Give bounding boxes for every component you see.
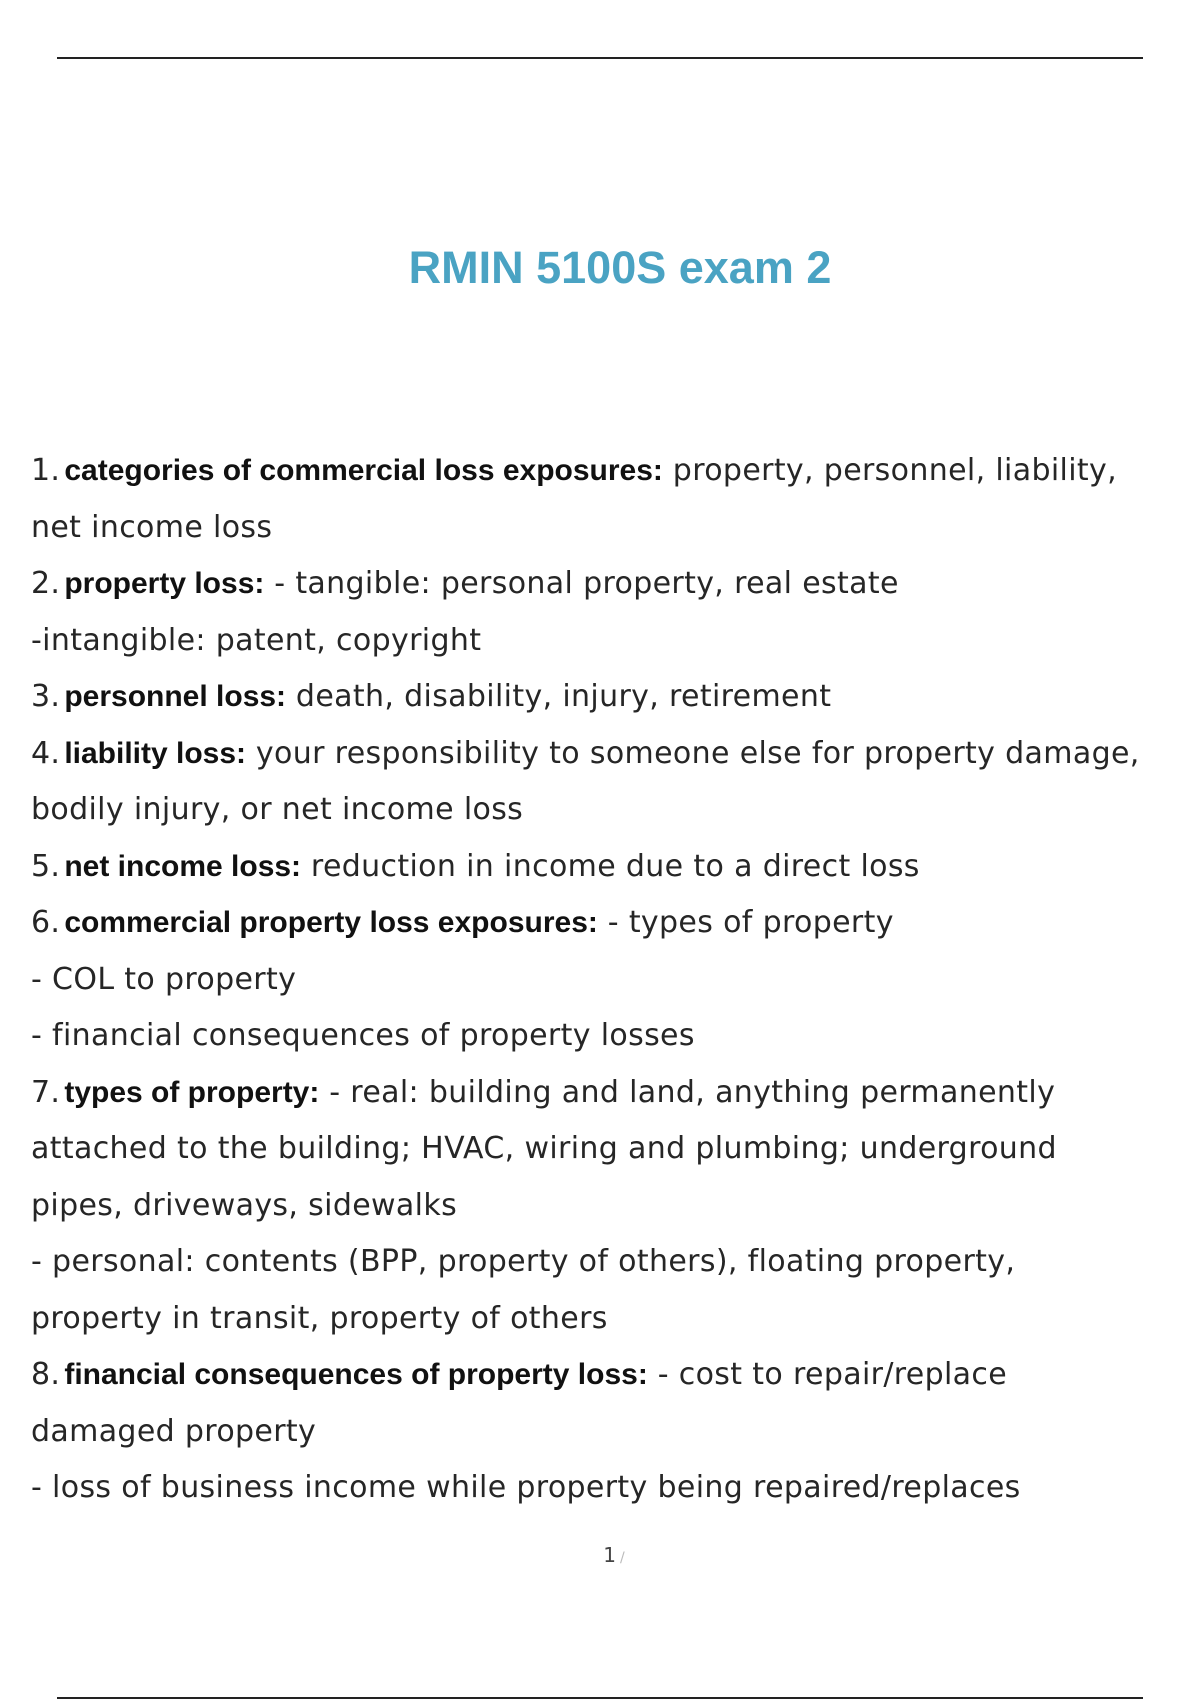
page-number-value: 1 bbox=[603, 1543, 616, 1567]
list-item bbox=[31, 839, 1151, 896]
item-definition-line: - personal: contents (BPP, property of others), floating property, property in transit, property of others bbox=[31, 1244, 1016, 1336]
item-definition-line: - financial consequences of property losses bbox=[31, 1018, 695, 1053]
item-definition: - cost to repair/replace damaged property bbox=[31, 1357, 1008, 1449]
list-item bbox=[31, 1065, 1151, 1348]
item-definition: - types of property bbox=[597, 905, 894, 940]
item-definition: death, disability, injury, retirement bbox=[286, 679, 832, 714]
item-number: 6. bbox=[31, 905, 61, 940]
item-number: 4. bbox=[31, 735, 61, 771]
item-definition: reduction in income due to a direct loss bbox=[301, 848, 920, 884]
item-number: 8. bbox=[31, 1357, 61, 1392]
item-term: types of property: bbox=[64, 1075, 320, 1109]
item-number: 5. bbox=[31, 848, 61, 884]
item-number: 1. bbox=[31, 453, 61, 488]
top-rule bbox=[57, 57, 1143, 59]
list-item bbox=[31, 1347, 1151, 1517]
bottom-rule bbox=[57, 1697, 1143, 1699]
flashcard-list bbox=[31, 443, 1151, 1517]
item-definition: - real: building and land, anything permanently attached to the building; HVAC, wiring and plumbing; underground pipes, driveways, sidewalks bbox=[31, 1074, 1057, 1223]
list-item bbox=[31, 443, 1151, 556]
item-number: 2. bbox=[31, 566, 61, 601]
item-term: categories of commercial loss exposures: bbox=[64, 454, 663, 487]
item-term: property loss: bbox=[64, 567, 265, 600]
list-item bbox=[31, 895, 1151, 1065]
item-term: net income loss: bbox=[64, 849, 302, 883]
item-definition: your responsibility to someone else for property damage, bodily injury, or net income loss bbox=[31, 735, 1140, 827]
list-item bbox=[31, 556, 1151, 669]
document-title: RMIN 5100S exam 2 bbox=[408, 242, 832, 294]
list-item bbox=[31, 726, 1151, 839]
page-number-suffix: / bbox=[620, 1550, 625, 1566]
item-definition-line: - loss of business income while property being repaired/replaces bbox=[31, 1470, 1021, 1505]
item-definition-line: - COL to property bbox=[31, 961, 297, 997]
list-item bbox=[31, 669, 1151, 726]
item-term: liability loss: bbox=[64, 736, 247, 770]
item-definition: - tangible: personal property, real estate bbox=[264, 566, 899, 601]
item-term: commercial property loss exposures: bbox=[64, 906, 598, 939]
item-number: 7. bbox=[31, 1074, 61, 1110]
item-term: financial consequences of property loss: bbox=[64, 1358, 648, 1391]
item-term: personnel loss: bbox=[64, 680, 287, 713]
item-definition-line: -intangible: patent, copyright bbox=[31, 622, 482, 658]
item-number: 3. bbox=[31, 679, 61, 714]
page-number bbox=[0, 1541, 1200, 1572]
item-definition: property, personnel, liability, net income loss bbox=[31, 453, 1118, 545]
